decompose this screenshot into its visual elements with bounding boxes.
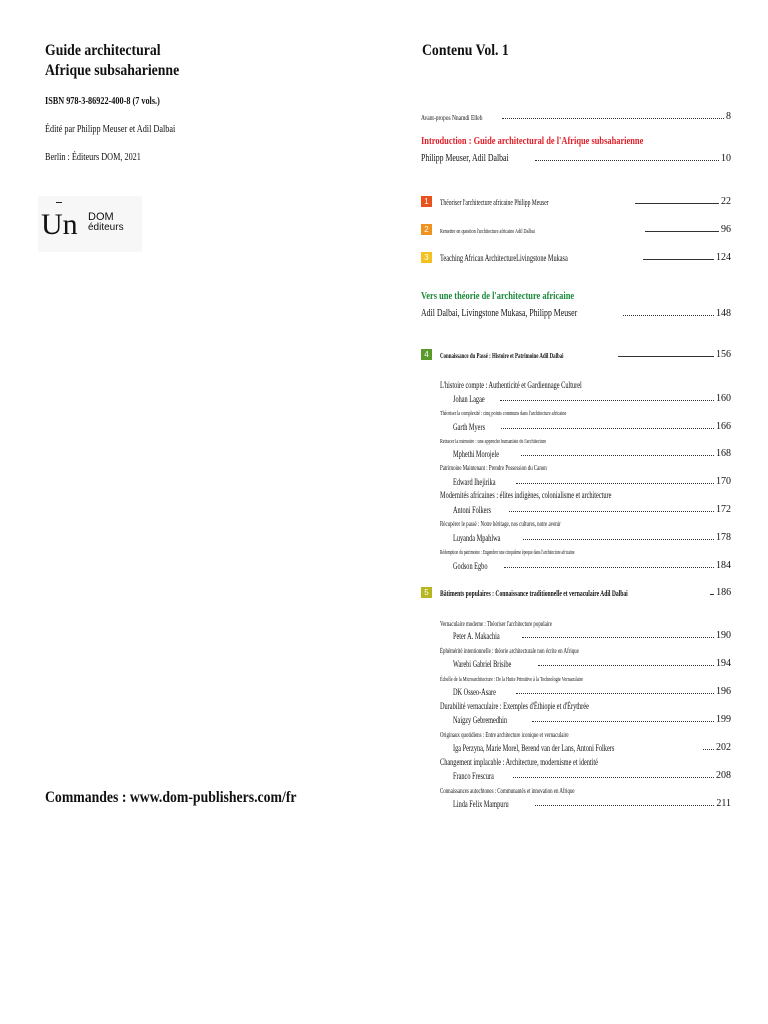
essay-title (440, 641, 731, 655)
essay-title (440, 403, 731, 417)
essay-author: Linda Felix Mampuru (453, 799, 509, 809)
chapter-4-label: Connaissance du Passé : Histoire et Patrimoine Adil Dalbai (440, 352, 564, 360)
leader-dots (501, 428, 714, 429)
leader-dots (532, 721, 714, 722)
essay-author-row (453, 767, 731, 781)
toc-chapter-4 (421, 346, 731, 360)
leader-dots (703, 749, 714, 750)
toc-title: Contenu Vol. 1 (422, 42, 509, 59)
logo-mark: Un (41, 208, 78, 241)
essay-author-row (453, 501, 731, 515)
chapter-4-page: 156 (716, 349, 731, 360)
toc-foreword-label: Avant-propos Nnamdi Elleh (421, 114, 483, 122)
essay-page: 208 (716, 770, 731, 781)
essay-author: Warebi Gabriel Brisibe (453, 659, 512, 669)
essay-author: Mphethi Morojele (453, 449, 500, 459)
book-title-line-1: Guide architectural (45, 42, 161, 59)
toc-foreword-page: 8 (726, 111, 731, 122)
logo-accent-mark (56, 202, 62, 203)
edited-by: Édité par Philipp Meuser et Adil Dalbai (45, 124, 176, 135)
essay-title (440, 542, 731, 556)
leader-dots (509, 511, 714, 512)
leader-dots (521, 455, 714, 456)
essay-title (440, 614, 731, 628)
essay-page: 184 (716, 560, 731, 571)
essay-author: Peter A. Makachia (453, 631, 500, 641)
essay-title (440, 376, 731, 390)
essay-author: DK Osseo-Asare (453, 687, 496, 697)
chapter-5-label: Bâtiments populaires : Connaissance traditionnelle et vernaculaire Adil Dalbai (440, 589, 628, 598)
essay-title-text: Modernités africaines : élites indigènes, colonialisme et architecture (440, 490, 612, 500)
essay-title-text: Connaissances autochtones : Communautés et innovation en Afrique (440, 787, 575, 795)
essay-author: Edward Ihejirika (453, 477, 496, 487)
isbn: ISBN 978-3-86922-400-8 (7 vols.) (45, 96, 160, 107)
essay-page: 199 (716, 714, 731, 725)
essay-author-row (453, 418, 731, 432)
leader-line (643, 259, 714, 260)
chapter-3-badge: 3 (421, 252, 432, 263)
leader-dots (513, 777, 714, 778)
essay-author-row (453, 683, 731, 697)
essay-page: 172 (716, 504, 731, 515)
essay-author: Antoni Folkers (453, 505, 491, 515)
essay-title-text: Vernaculaire moderne : Théoriser l'architecture populaire (440, 620, 552, 628)
essay-title-text: Récupérer le passé : Notre héritage, nos cultures, notre avenir (440, 520, 561, 528)
toc-intro-authors (421, 150, 731, 164)
essay-author-row (453, 655, 731, 669)
essay-page: 190 (716, 630, 731, 641)
leader-dots (623, 315, 714, 316)
essay-page: 170 (716, 476, 731, 487)
essay-title (440, 486, 731, 500)
chapter-5-badge: 5 (421, 587, 432, 598)
essay-title-text: Théoriser la complexité : cinq points communs dans l'architecture africaine (440, 411, 567, 417)
essay-author-row (453, 529, 731, 543)
leader-dots (502, 118, 724, 119)
essay-title-text: Retracer la mémoire : une approche humaniste de l'architecture (440, 439, 547, 445)
essay-author-row (453, 473, 731, 487)
chapter-1-page: 22 (721, 196, 731, 207)
essay-title-text: Durabilité vernaculaire : Exemples d'Éthiopie et d'Érythrée (440, 701, 589, 711)
leader-dots (500, 400, 714, 401)
essay-page: 196 (716, 686, 731, 697)
essay-title-text: Originaux quotidiens : Entre architecture iconique et vernaculaire (440, 731, 569, 739)
essay-title-text: Changement implacable : Architecture, modernisme et identité (440, 757, 598, 767)
essay-author: Johan Lagae (453, 394, 485, 404)
chapter-2-badge: 2 (421, 224, 432, 235)
essay-author: Franco Frescura (453, 771, 494, 781)
essay-title (440, 458, 731, 472)
chapter-2-page: 96 (721, 224, 731, 235)
essay-title (440, 514, 731, 528)
chapter-4-badge: 4 (421, 349, 432, 360)
essay-page: 178 (716, 532, 731, 543)
essay-author-row (453, 711, 731, 725)
orders-line: Commandes : www.dom-publishers.com/fr (45, 789, 297, 806)
essay-page: 202 (716, 742, 731, 753)
essay-author-row (453, 445, 731, 459)
essay-page: 211 (716, 798, 731, 809)
essay-title (440, 669, 731, 683)
toc-intro-authors-page: 10 (721, 153, 731, 164)
essay-author: Naigzy Gebremedhin (453, 715, 508, 725)
essay-title-text: Éphémérité intentionnelle : théorie architecturale non écrite en Afrique (440, 647, 579, 655)
toc-chapter-1 (421, 193, 731, 207)
toc-theory-authors-page: 148 (716, 308, 731, 319)
essay-author-row (453, 739, 731, 753)
toc-theory-authors (421, 305, 731, 319)
essay-page: 166 (716, 421, 731, 432)
toc-chapter-2 (421, 221, 731, 235)
logo-dom: DOM (88, 211, 114, 223)
essay-title-text: Échelle de la Microarchitecture : De la Hutte Primitive à la Technologie Vernaculaire (440, 677, 583, 683)
essay-author: Luyanda Mpahlwa (453, 533, 501, 543)
toc-foreword (421, 108, 731, 122)
essay-title-text: Rédemption du patrimoine : Engendrer une cinquième époque dans l'architecture africaine (440, 550, 575, 556)
leader-dots (535, 160, 719, 161)
essay-author-row (453, 557, 731, 571)
leader-line (618, 356, 714, 357)
toc-intro-heading: Introduction : Guide architectural de l'Afrique subsaharienne (421, 136, 644, 147)
essay-author: Godson Egbo (453, 561, 488, 571)
leader-dots (522, 637, 714, 638)
essay-author: Iga Perzyna, Marie Morel, Berend van der Lans, Antoni Folkers (453, 743, 615, 753)
toc-chapter-3 (421, 249, 731, 263)
essay-title (440, 725, 731, 739)
essay-author-row (453, 390, 731, 404)
leader-line (645, 231, 719, 232)
leader-dots (504, 567, 714, 568)
toc-chapter-5 (421, 584, 731, 598)
leader-dots (516, 483, 714, 484)
toc-theory-authors-label: Adil Dalbai, Livingstone Mukasa, Philipp Meuser (421, 308, 578, 319)
essay-author-row (453, 795, 731, 809)
essay-page: 168 (716, 448, 731, 459)
chapter-3-label: Teaching African ArchitectureLivingstone Mukasa (440, 253, 568, 263)
essay-title (440, 781, 731, 795)
leader-line (710, 594, 714, 595)
essay-title (440, 431, 731, 445)
logo-editeurs: éditeurs (88, 222, 124, 233)
chapter-1-badge: 1 (421, 196, 432, 207)
toc-intro-authors-label: Philipp Meuser, Adil Dalbai (421, 153, 509, 164)
chapter-5-page: 186 (716, 587, 732, 598)
chapter-3-page: 124 (716, 252, 731, 263)
essay-title (440, 697, 731, 711)
publisher-logo (38, 196, 142, 252)
essay-title (440, 753, 731, 767)
essay-title-text: L'histoire compte : Authenticité et Gardiennage Culturel (440, 380, 582, 390)
chapter-2-label: Remettre en question l'architecture africaine Adil Dalbai (440, 229, 535, 235)
city-publisher: Berlin : Éditeurs DOM, 2021 (45, 152, 141, 163)
book-title-line-2: Afrique subsaharienne (45, 62, 180, 79)
essay-author-row (453, 627, 731, 641)
essay-title-text: Patrimoine Maintenant : Prendre Possession du Canon (440, 464, 547, 472)
leader-dots (523, 539, 714, 540)
leader-line (635, 203, 719, 204)
toc-theory-heading: Vers une théorie de l'architecture africaine (421, 291, 575, 302)
leader-dots (538, 665, 714, 666)
leader-dots (516, 693, 714, 694)
leader-dots (535, 805, 715, 806)
chapter-1-label: Théoriser l'architecture africaine Philipp Meuser (440, 198, 549, 207)
essay-page: 194 (716, 658, 731, 669)
essay-author: Garth Myers (453, 422, 486, 432)
essay-page: 160 (716, 393, 731, 404)
